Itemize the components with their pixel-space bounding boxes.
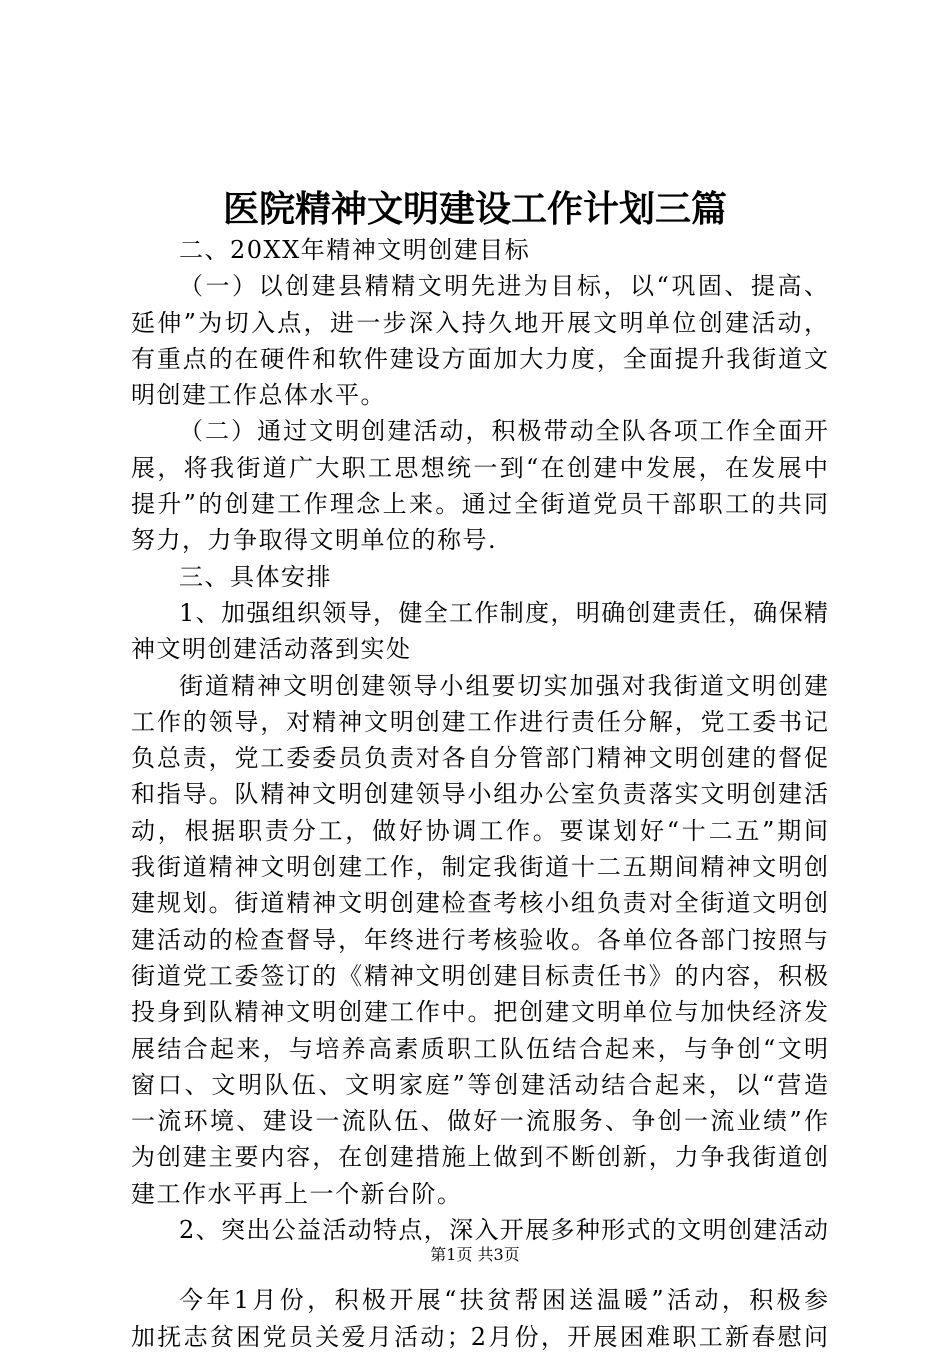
paragraph-line: 我街道精神文明创建工作，制定我街道十二五期间精神文明创 (131, 853, 828, 882)
page-number-footer: 第1页 共3页 (430, 1245, 520, 1264)
paragraph-line: （二）通过文明创建活动，积极带动全队各项工作全面开 (179, 417, 828, 446)
paragraph-line: 展，将我街道广大职工思想统一到“在创建中发展，在发展中 (131, 453, 828, 482)
paragraph-line: 街道党工委签订的《精神文明创建目标责任书》的内容，积极 (131, 961, 828, 990)
paragraph-line: 和指导。队精神文明创建领导小组办公室负责落实文明创建活 (131, 780, 828, 809)
subsection-heading-line: 神文明创建活动落到实处 (131, 635, 412, 664)
paragraph-line: 工作的领导，对精神文明创建工作进行责任分解，党工委书记 (131, 707, 828, 736)
paragraph-line: 提升”的创建工作理念上来。通过全街道党员干部职工的共同 (131, 490, 828, 519)
paragraph-line: 街道精神文明创建领导小组要切实加强对我街道文明创建 (179, 671, 828, 700)
paragraph-line: 建工作水平再上一个新台阶。 (131, 1179, 463, 1208)
document-body (131, 232, 828, 1355)
paragraph-line: 明创建工作总体水平。 (131, 381, 386, 410)
paragraph-line: 努力，力争取得文明单位的称号. (131, 526, 498, 555)
paragraph-line: 投身到队精神文明创建工作中。把创建文明单位与加快经济发 (131, 998, 828, 1027)
subsection-heading-line: 2、突出公益活动特点，深入开展多种形式的文明创建活动 (179, 1216, 828, 1245)
paragraph-line: 为创建主要内容，在创建措施上做到不断创新，力争我街道创 (131, 1143, 828, 1172)
paragraph-line: 动，根据职责分工，做好协调工作。要谋划好“十二五”期间 (131, 816, 828, 845)
paragraph-line: （一）以创建县精精文明先进为目标，以“巩固、提高、 (179, 272, 828, 301)
document-title: 医院精神文明建设工作计划三篇 (222, 188, 727, 230)
paragraph-line: 展结合起来，与培养高素质职工队伍结合起来，与争创“文明 (131, 1034, 828, 1063)
paragraph-line: 今年1月份，积极开展“扶贫帮困送温暖”活动，积极参 (179, 1286, 828, 1315)
subsection-heading-line: 1、加强组织领导，健全工作制度，明确创建责任，确保精 (179, 598, 828, 627)
section-heading-arrangements: 三、具体安排 (179, 562, 332, 591)
paragraph-line: 建活动的检查督导，年终进行考核验收。各单位各部门按照与 (131, 925, 828, 954)
paragraph-line: 一流环境、建设一流队伍、做好一流服务、争创一流业绩”作 (131, 1107, 828, 1136)
paragraph-line: 负总责，党工委委员负责对各自分管部门精神文明创建的督促 (131, 744, 828, 773)
section-heading-goals: 二、20XX年精神文明创建目标 (179, 236, 531, 264)
paragraph-line: 延伸”为切入点，进一步深入持久地开展文明单位创建活动， (131, 308, 828, 337)
paragraph-line: 加抚志贫困党员关爱月活动；2月份，开展困难职工新春慰问 (131, 1322, 828, 1351)
paragraph-line: 建规划。街道精神文明创建检查考核小组负责对全街道文明创 (131, 889, 828, 918)
paragraph-line: 有重点的在硬件和软件建设方面加大力度，全面提升我街道文 (131, 344, 828, 373)
paragraph-line: 窗口、文明队伍、文明家庭”等创建活动结合起来，以“营造 (131, 1070, 828, 1099)
